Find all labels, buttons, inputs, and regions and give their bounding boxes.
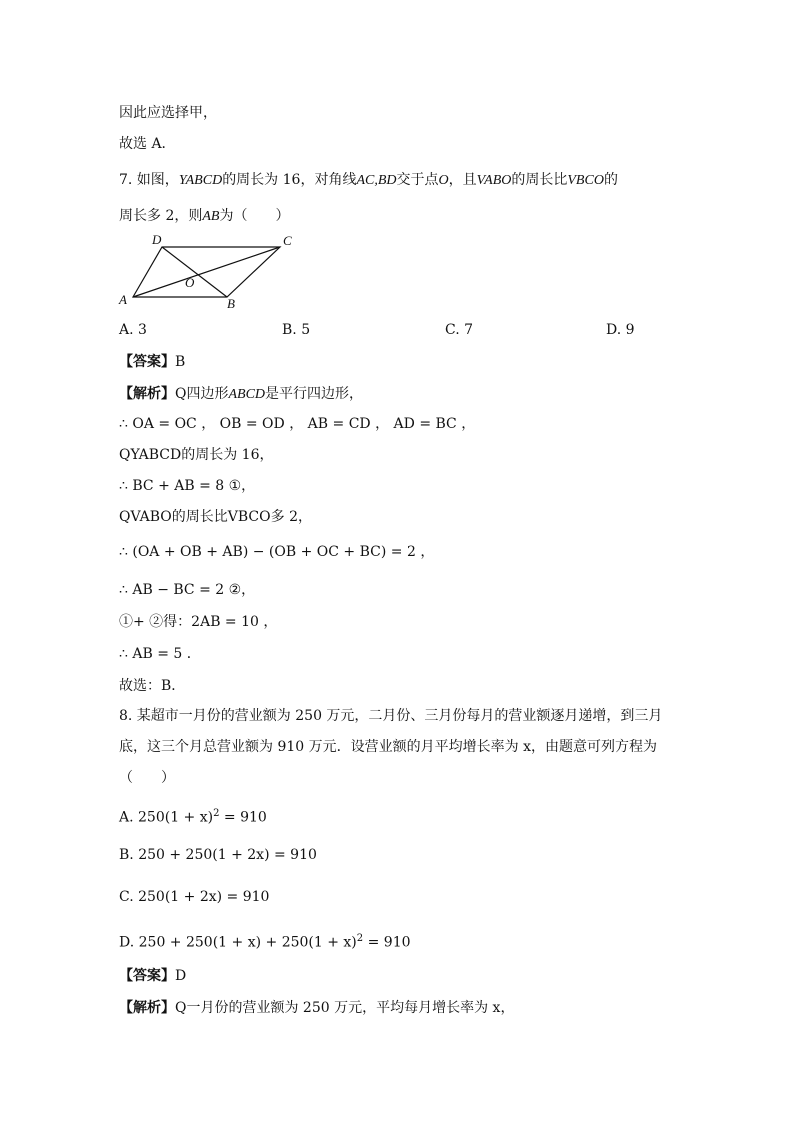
question-8-line-2: 底，这三个月总营业额为 910 万元．设营业额的月平均增长率为 x，由题意可列方程为 bbox=[119, 739, 657, 755]
answer-line bbox=[119, 966, 186, 986]
text: Q四边形 bbox=[175, 386, 229, 402]
math: VBCO bbox=[567, 173, 604, 188]
parallelogram-figure bbox=[115, 232, 292, 312]
option-a bbox=[119, 804, 267, 828]
option-d bbox=[119, 929, 411, 953]
option-d: D. 9 bbox=[606, 322, 635, 338]
text: 为（ ） bbox=[219, 208, 290, 224]
option-a: A. 3 bbox=[119, 322, 147, 338]
text-line: 故选 A． bbox=[119, 136, 176, 152]
answer-line bbox=[119, 352, 185, 372]
math: YABCD bbox=[178, 173, 223, 188]
math: AB bbox=[202, 209, 220, 224]
analysis-step: QVABO的周长比VBCO多 2， bbox=[119, 509, 312, 525]
math: AC,BD bbox=[356, 173, 397, 188]
analysis-step: ∴ (OA + OB + AB) − (OB + OC + BC) = 2 ， bbox=[119, 544, 435, 560]
exponent: 2 bbox=[356, 933, 364, 944]
text: = 910 bbox=[219, 809, 267, 826]
analysis-step: ①+ ②得：2AB = 10 ， bbox=[119, 614, 278, 630]
text: Q一月份的营业额为 250 万元，平均每月增长率为 x， bbox=[175, 1000, 515, 1016]
text: 的 bbox=[603, 172, 618, 188]
text: D. 250 + 250(1 + x) + 250(1 + x) bbox=[119, 934, 357, 951]
diagonal-ac bbox=[133, 247, 280, 297]
answer-value: B bbox=[175, 354, 186, 370]
question-7-line-2 bbox=[119, 206, 289, 227]
text: 是平行四边形， bbox=[265, 386, 364, 402]
label-d: D bbox=[152, 232, 162, 247]
text: 交于点 bbox=[396, 172, 439, 188]
text: 的周长为 16，对角线 bbox=[222, 172, 357, 188]
analysis-step: QYABCD的周长为 16， bbox=[119, 447, 274, 463]
analysis-step: ∴ OA = OC ， OB = OD ， AB = CD ， AD = BC ， bbox=[119, 416, 476, 432]
text-line: 因此应选择甲， bbox=[119, 105, 217, 121]
analysis-step: ∴ AB = 5 ． bbox=[119, 646, 201, 662]
question-8-line-3: （ ） bbox=[119, 770, 175, 786]
option-c: C. 7 bbox=[445, 322, 474, 338]
answer-value: D bbox=[175, 968, 187, 984]
math: O bbox=[438, 173, 449, 188]
text: ，且 bbox=[448, 172, 477, 188]
analysis-step: ∴ BC + AB = 8 ①， bbox=[119, 478, 256, 494]
option-c: C. 250(1 + 2x) = 910 bbox=[119, 889, 270, 905]
diagonal-bd bbox=[162, 247, 227, 297]
analysis-line bbox=[119, 998, 514, 1018]
answer-label: 【答案】 bbox=[119, 354, 175, 370]
math: ABCD bbox=[228, 387, 266, 402]
label-o: O bbox=[185, 275, 195, 290]
text: 7. 如图， bbox=[119, 172, 179, 188]
analysis-step: 故选：B． bbox=[119, 678, 186, 694]
question-7-line-1 bbox=[119, 170, 618, 191]
label-b: B bbox=[227, 296, 235, 311]
text: A. 250(1 + x) bbox=[119, 809, 214, 826]
analysis-step: ∴ AB − BC = 2 ②， bbox=[119, 582, 256, 598]
answer-label: 【答案】 bbox=[119, 968, 175, 984]
analysis-label: 【解析】 bbox=[119, 386, 175, 402]
exponent: 2 bbox=[213, 808, 220, 819]
label-c: C bbox=[283, 233, 292, 248]
option-b: B. 5 bbox=[282, 322, 311, 338]
text: 周长多 2，则 bbox=[119, 208, 203, 224]
question-8-line-1: 8. 某超市一月份的营业额为 250 万元，二月份、三月份每月的营业额逐月递增，到三月 bbox=[119, 708, 663, 724]
math: VABO bbox=[476, 173, 512, 188]
analysis-label: 【解析】 bbox=[119, 1000, 175, 1016]
option-b: B. 250 + 250(1 + 2x) = 910 bbox=[119, 847, 317, 863]
label-a: A bbox=[119, 292, 127, 307]
analysis-line bbox=[119, 384, 363, 405]
text: 的周长比 bbox=[511, 172, 568, 188]
text: = 910 bbox=[363, 934, 411, 951]
